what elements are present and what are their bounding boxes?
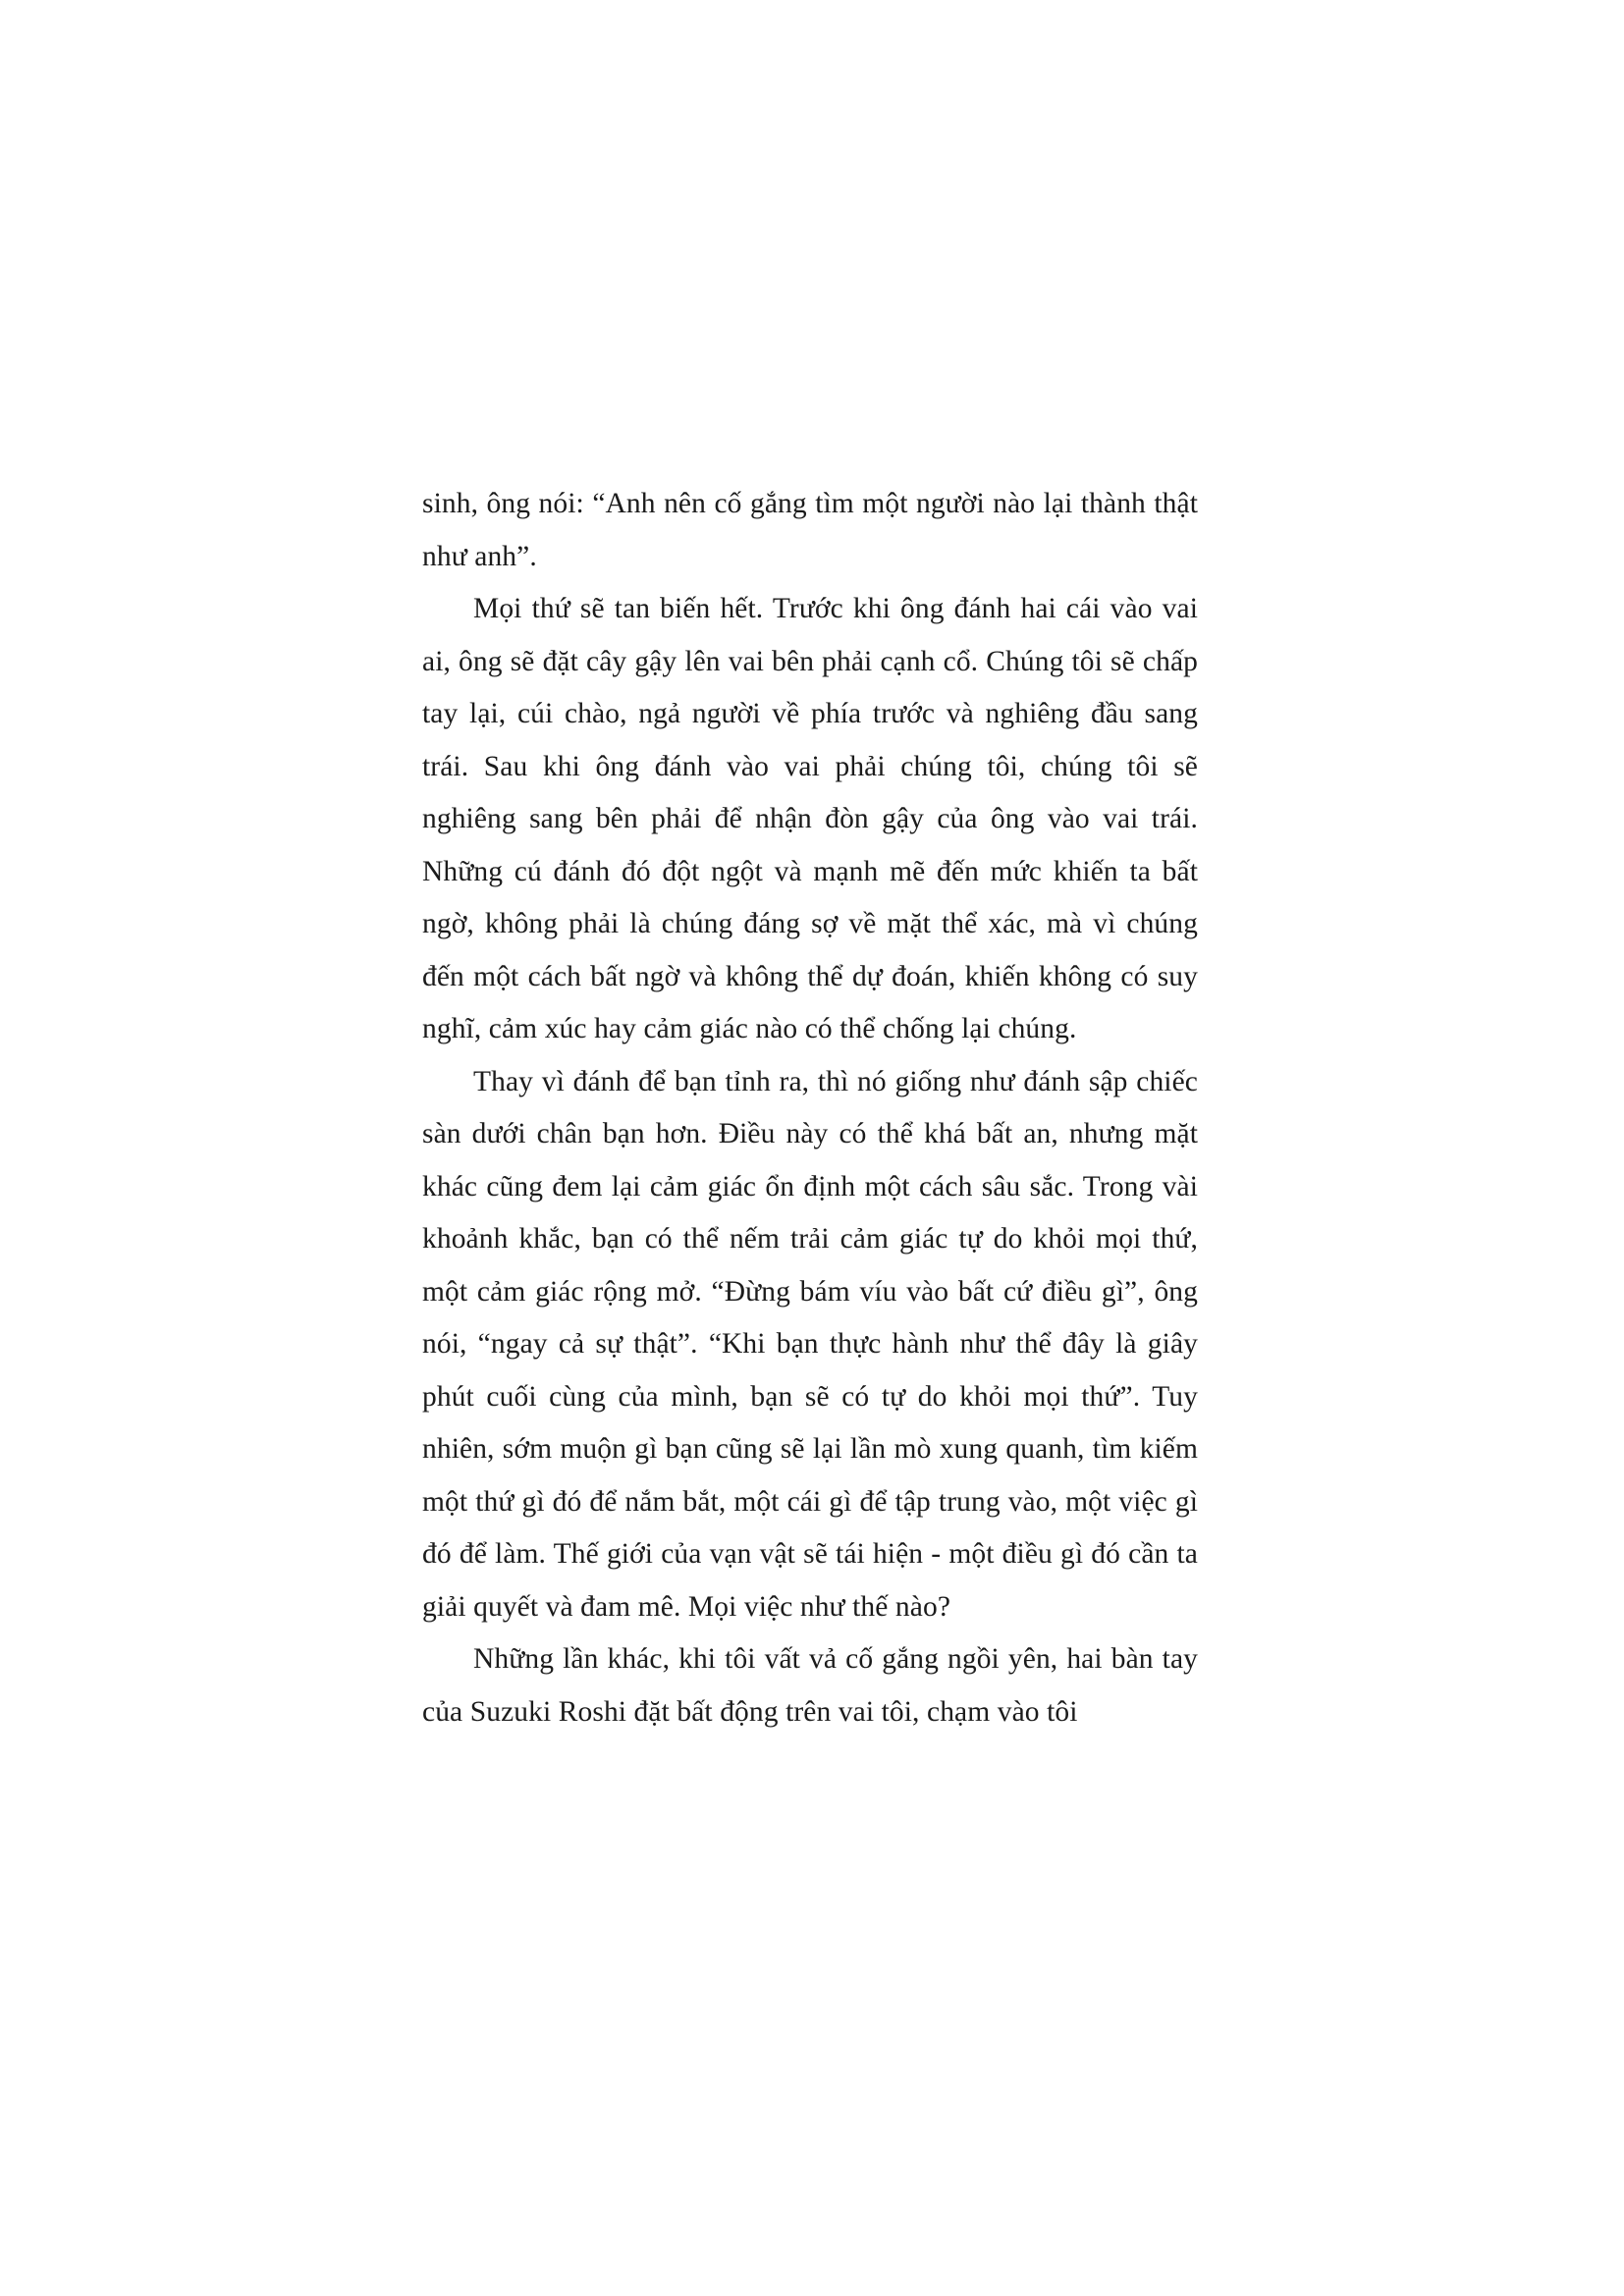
paragraph: sinh, ông nói: “Anh nên cố gắng tìm một người nào lại thành thật như anh”. [422,488,1198,572]
paragraph: Mọi thứ sẽ tan biến hết. Trước khi ông đánh hai cái vào vai ai, ông sẽ đặt cây gậy lên vai bên phải cạnh cổ. Chúng tôi sẽ chấp tay lại, cúi chào, ngả người về phía trước và nghiêng đầu sang trái. Sau khi ông đánh vào vai phải chúng tôi, chúng tôi sẽ nghiêng sang bên phải để nhận đòn gậy của ông vào vai trái. Những cú đánh đó đột ngột và mạnh mẽ đến mức khiến ta bất ngờ, không phải là chúng đáng sợ về mặt thể xác, mà vì chúng đến một cách bất ngờ và không thể dự đoán, khiến không có suy nghĩ, cảm xúc hay cảm giác nào có thể chống lại chúng. [422,593,1198,1044]
page-text-body [422,478,1198,1738]
paragraph: Những lần khác, khi tôi vất vả cố gắng ngồi yên, hai bàn tay của Suzuki Roshi đặt bất động trên vai tôi, chạm vào tôi [422,1643,1198,1728]
paragraph: Thay vì đánh để bạn tỉnh ra, thì nó giống như đánh sập chiếc sàn dưới chân bạn hơn. Điều này có thể khá bất an, nhưng mặt khác cũng đem lại cảm giác ổn định một cách sâu sắc. Trong vài khoảnh khắc, bạn có thể nếm trải cảm giác tự do khỏi mọi thứ, một cảm giác rộng mở. “Đừng bám víu vào bất cứ điều gì”, ông nói, “ngay cả sự thật”. “Khi bạn thực hành như thể đây là giây phút cuối cùng của mình, bạn sẽ có tự do khỏi mọi thứ”. Tuy nhiên, sớm muộn gì bạn cũng sẽ lại lần mò xung quanh, tìm kiếm một thứ gì đó để nắm bắt, một cái gì để tập trung vào, một việc gì đó để làm. Thế giới của vạn vật sẽ tái hiện - một điều gì đó cần ta giải quyết và đam mê. Mọi việc như thế nào? [422,1065,1198,1623]
